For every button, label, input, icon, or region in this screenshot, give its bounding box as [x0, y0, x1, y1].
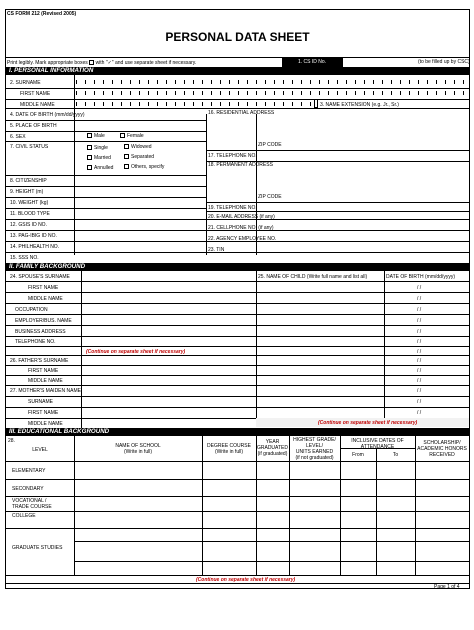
surname-label: 2. SURNAME — [10, 80, 41, 86]
height-label: 9. HEIGHT (m) — [10, 189, 44, 195]
permanent-address-label: 18. PERMANENT ADDRESS — [208, 162, 273, 168]
philhealth-label: 14. PHILHEALTH NO. — [10, 244, 60, 250]
female-label: Female — [127, 133, 144, 139]
name-extension-label: 3. NAME EXTENSION (e.g. Jr., Sr.) — [320, 102, 399, 108]
honors-header: SCHOLARSHIP/ ACADEMIC HONORS RECEIVED — [417, 440, 467, 458]
dob-label: 4. DATE OF BIRTH (mm/dd/yyyy) — [10, 112, 85, 118]
child-dob-3: / / — [417, 307, 422, 313]
form-id: CS FORM 212 (Revised 2005) — [7, 11, 77, 17]
mother-surname-label: SURNAME — [28, 399, 54, 405]
others-checkbox[interactable] — [124, 164, 129, 169]
child-dob-8: / / — [417, 358, 422, 364]
first-name-input[interactable] — [76, 91, 466, 95]
annulled-label: Annulled — [94, 165, 114, 171]
telephone-2-label: 19. TELEPHONE NO. — [208, 205, 257, 211]
inclusive-dates-header: INCLUSIVE DATES OF ATTENDANCE — [351, 438, 404, 450]
child-dob-header: DATE OF BIRTH (mm/dd/yyyy) — [386, 274, 455, 280]
spouse-first-name-label: FIRST NAME — [28, 285, 59, 291]
level-elementary: ELEMENTARY — [12, 468, 46, 474]
father-first-name-label: FIRST NAME — [28, 368, 59, 374]
form-title: PERSONAL DATA SHEET — [165, 30, 310, 44]
blood-type-label: 11. BLOOD TYPE — [10, 211, 50, 217]
section-family-background: II. FAMILY BACKGROUND — [6, 263, 469, 271]
instruction-text: Print legibly. Mark appropriate boxes with "✓" and use separate sheet if necessary. — [7, 60, 197, 66]
child-dob-9: / / — [417, 368, 422, 374]
level-college: COLLEGE — [12, 513, 36, 519]
child-dob-13: / / — [417, 410, 422, 416]
child-dob-10: / / — [417, 378, 422, 384]
sss-label: 15. SSS NO. — [10, 255, 39, 261]
degree-header: DEGREE COURSE (Write in full) — [207, 443, 251, 455]
married-checkbox[interactable] — [87, 155, 92, 160]
female-checkbox[interactable] — [120, 133, 125, 138]
level-secondary: SECONDARY — [12, 486, 44, 492]
section-personal-information: I. PERSONAL INFORMATION — [6, 67, 469, 75]
email-label: 20. E-MAIL ADDRESS (if any) — [208, 214, 275, 220]
telephone-label: TELEPHONE NO. — [15, 339, 56, 345]
continue-note-2: (Continue on separate sheet if necessary) — [318, 420, 418, 426]
child-dob-5: / / — [417, 329, 422, 335]
child-dob-1: / / — [417, 285, 422, 291]
annulled-checkbox[interactable] — [87, 165, 92, 170]
child-dob-4: / / — [417, 318, 422, 324]
separated-checkbox[interactable] — [124, 154, 129, 159]
mother-first-name-label: FIRST NAME — [28, 410, 59, 416]
others-label: Others, specify — [131, 164, 165, 170]
widowed-checkbox[interactable] — [124, 144, 129, 149]
mother-maiden-name-label: 27. MOTHER'S MAIDEN NAME — [10, 388, 81, 394]
occupation-label: OCCUPATION — [15, 307, 48, 313]
male-label: Male — [94, 133, 105, 139]
middle-name-label: MIDDLE NAME — [20, 102, 55, 108]
child-dob-6: / / — [417, 339, 422, 345]
child-dob-7: / / — [417, 349, 422, 355]
pagibig-label: 13. PAG-IBIG ID NO. — [10, 233, 57, 239]
surname-input[interactable] — [76, 80, 466, 84]
citizenship-label: 8. CITIZENSHIP — [10, 178, 47, 184]
gsis-label: 12. GSIS ID NO. — [10, 222, 47, 228]
highest-grade-header: HIGHEST GRADE/ LEVEL/ UNITS EARNED (if not graduated) — [293, 437, 336, 461]
continue-note-3: (Continue on separate sheet if necessary) — [196, 577, 296, 583]
zip-code-2-label: ZIP CODE — [258, 194, 282, 200]
section-educational-background: III. EDUCATIONAL BACKGROUND — [6, 428, 469, 436]
school-header: NAME OF SCHOOL (Write in full) — [115, 443, 161, 455]
telephone-1-label: 17. TELEPHONE NO. — [208, 153, 257, 159]
tin-label: 23. TIN — [208, 247, 225, 253]
cellphone-label: 21. CELLPHONE NO. (if any) — [208, 225, 274, 231]
single-label: Single — [94, 145, 108, 151]
year-graduated-header: YEAR GRADUATED (if graduated) — [256, 439, 289, 457]
sex-label: 6. SEX — [10, 134, 26, 140]
separated-label: Separated — [131, 154, 155, 160]
mother-middle-name-label: MIDDLE NAME — [28, 421, 63, 427]
residential-address-label: 16. RESIDENTIAL ADDRESS — [208, 110, 275, 116]
to-header: To — [392, 452, 399, 458]
widowed-label: Widowed — [131, 144, 152, 150]
middle-name-input[interactable] — [76, 102, 314, 106]
cs-id-label: 1. CS ID No. — [282, 57, 342, 67]
father-middle-name-label: MIDDLE NAME — [28, 378, 63, 384]
child-dob-2: / / — [417, 296, 422, 302]
father-surname-label: 26. FATHER'S SURNAME — [10, 358, 69, 364]
agency-employee-label: 22. AGENCY EMPLOYEE NO. — [208, 236, 277, 242]
business-address-label: BUSINESS ADDRESS — [15, 329, 66, 335]
level-graduate-studies: GRADUATE STUDIES — [12, 545, 63, 551]
first-name-label: FIRST NAME — [20, 91, 51, 97]
child-dob-12: / / — [417, 399, 422, 405]
spouse-surname-label: 24. SPOUSE'S SURNAME — [10, 274, 70, 280]
weight-label: 10. WEIGHT (kg) — [10, 200, 49, 206]
filled-by-note: (to be filled up by CSC) — [418, 59, 470, 65]
personal-data-sheet-form — [5, 9, 470, 589]
child-dob-11: / / — [417, 388, 422, 394]
married-label: Married — [94, 155, 111, 161]
child-name-header: 25. NAME OF CHILD (Write full name and list all) — [258, 274, 368, 280]
zip-code-1-label: ZIP CODE — [258, 142, 282, 148]
continue-note-1: (Continue on separate sheet if necessary) — [86, 349, 186, 355]
employer-label: EMPLOYER/BUS. NAME — [15, 318, 72, 324]
level-vocational: VOCATIONAL / TRADE COURSE — [12, 498, 52, 510]
education-item-number: 28. — [8, 438, 15, 444]
level-header: LEVEL — [32, 447, 48, 453]
pob-label: 5. PLACE OF BIRTH — [10, 123, 57, 129]
page-number: Page 1 of 4 — [434, 584, 460, 590]
male-checkbox[interactable] — [87, 133, 92, 138]
civil-status-label: 7. CIVIL STATUS — [10, 144, 49, 150]
single-checkbox[interactable] — [87, 145, 92, 150]
from-header: From — [352, 452, 364, 458]
spouse-middle-name-label: MIDDLE NAME — [28, 296, 63, 302]
